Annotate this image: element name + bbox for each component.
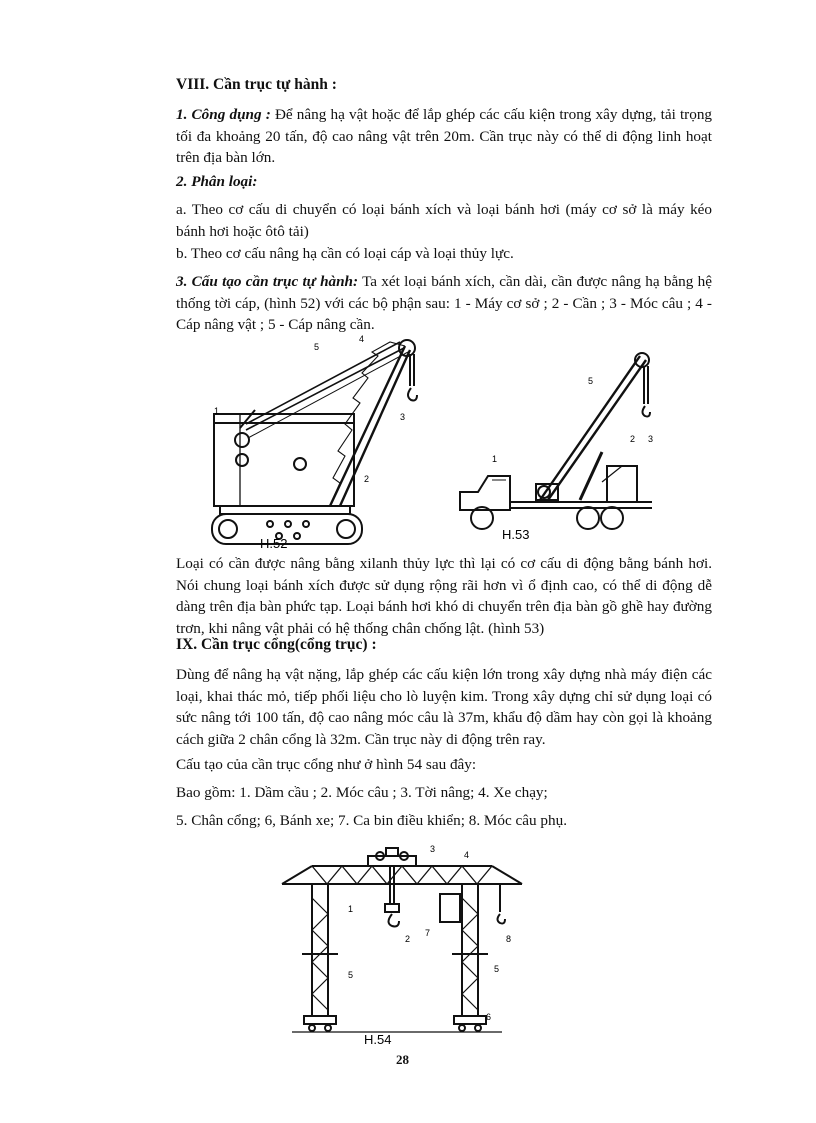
- h52-caption: H.52: [260, 536, 288, 551]
- usage-text: Để nâng hạ vật hoặc để lắp ghép các cấu kiện trong xây dựng, tải trọng tối đa khoảng 20 tấn, độ cao nâng vật trên 20m. Cần trục này có thể di động linh hoạt trên địa bàn lớn.: [176, 106, 713, 166]
- page-number: 28: [396, 1052, 409, 1067]
- section-9-heading: IX. Cần trục cổng(cổng trục) :: [176, 636, 377, 653]
- trolley: [368, 856, 416, 866]
- h52-label-2: 2: [364, 474, 370, 484]
- h54-label-5-left: 5: [348, 970, 354, 980]
- h53-label-2: 2: [630, 434, 636, 444]
- classification-b: b. Theo cơ cấu nâng hạ cần có loại cáp và loại thủy lực.: [176, 245, 514, 262]
- gantry-components-2: 5. Chân cổng; 6, Bánh xe; 7. Ca bin điều khiển; 8. Móc câu phụ.: [176, 812, 568, 829]
- section-8-heading: VIII. Cần trục tự hành :: [176, 76, 337, 93]
- truck-cab: [460, 476, 510, 510]
- figure-h54-gantry-crane: [272, 838, 542, 1048]
- h54-label-3: 3: [430, 844, 436, 854]
- h52-label-1: 1: [214, 406, 220, 416]
- h54-label-4: 4: [464, 850, 470, 860]
- h54-label-1: 1: [348, 904, 354, 914]
- figure-h53-truck-crane: [452, 342, 674, 547]
- gantry-structure-intro: Cấu tạo của cần trục cổng như ở hình 54 sau đây:: [176, 756, 477, 773]
- h52-label-4: 4: [359, 334, 365, 344]
- usage-label: 1. Công dụng :: [176, 106, 271, 123]
- h54-label-5-right: 5: [494, 964, 500, 974]
- h53-label-5: 5: [588, 376, 594, 386]
- operator-house: [607, 466, 637, 502]
- gantry-usage-paragraph: Dùng để nâng hạ vật nặng, lắp ghép các cấu kiện lớn trong xây dựng nhà máy điện các loại, khai thác mỏ, tiếp phối liệu cho lò luyện kim. Trong xây dựng chỉ sử dụng loại có sức nâng tới 100 tấn, độ cao nâng móc câu là 37m, khẩu độ dầm hay còn gọi là khoảng cách giữa 2 chân cổng là 32m. Cần trục này di động trên ray.: [176, 666, 712, 748]
- h54-label-2: 2: [405, 934, 411, 944]
- structure-text: Ta xét loại bánh xích, cần dài, cần được nâng hạ bằng hệ thống tời cáp, (hình 52) với các bộ phận sau: 1 - Máy cơ sở ; 2 - Cần ; 3 - Móc câu ; 4 - Cáp nâng vật ; 5 - Cáp nâng cần.: [176, 273, 712, 333]
- gantry-components-1: Bao gồm: 1. Dầm cầu ; 2. Móc câu ; 3. Tời nâng; 4. Xe chạy;: [176, 784, 548, 801]
- classification-a: a. Theo cơ cấu di chuyển có loại bánh xích và loại bánh hơi (máy cơ sở là máy kéo bánh hơi hoặc ôtô tải): [176, 201, 712, 240]
- classification-heading: 2. Phân loại:: [176, 173, 258, 190]
- hydraulic-paragraph: Loại có cần được nâng bằng xilanh thủy lực thì lại có cơ cấu di động bằng bánh hơi. Nói chung loại bánh xích được sử dụng rộng rãi hơn vì ổ định cao, có thể di động dễ dàng trên địa bàn phức tạp. Loại bánh hơi khó di chuyển trên địa bàn gồ ghề hay đường trơn, khi nâng vật phải có hệ thống chân chống lật. (hình 53): [176, 555, 712, 637]
- section-8-usage-paragraph: [176, 104, 712, 169]
- h52-label-3: 3: [400, 412, 406, 422]
- h54-label-8: 8: [506, 934, 512, 944]
- h53-label-1: 1: [492, 454, 498, 464]
- structure-label: 3. Cấu tạo cần trục tự hành:: [176, 273, 359, 290]
- figure-h52-crawler-crane: [200, 328, 430, 553]
- winch: [386, 848, 398, 856]
- h54-label-6: 6: [486, 1012, 492, 1022]
- h53-label-3: 3: [648, 434, 654, 444]
- h52-label-5: 5: [314, 342, 320, 352]
- control-cabin: [440, 894, 460, 922]
- h53-caption: H.53: [502, 527, 530, 542]
- structure-paragraph: [176, 271, 712, 336]
- h54-label-7: 7: [425, 928, 431, 938]
- h54-caption: H.54: [364, 1032, 392, 1047]
